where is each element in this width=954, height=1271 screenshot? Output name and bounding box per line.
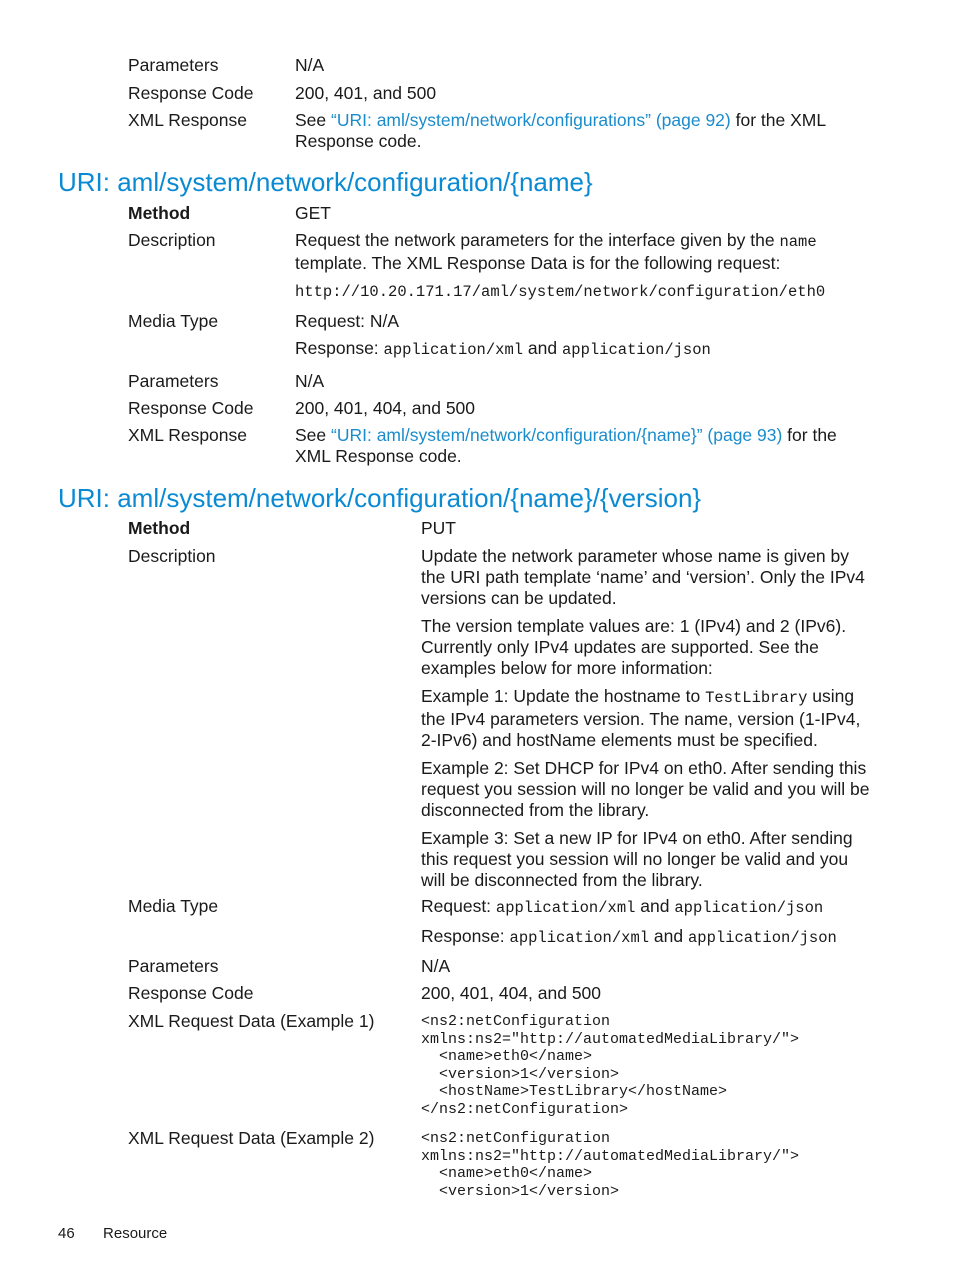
page-footer	[58, 1223, 167, 1244]
s2-example2-row	[128, 1128, 874, 1203]
name-code: name	[779, 233, 817, 251]
s1-media-response: Response: application/xml and application/json	[295, 338, 711, 359]
s2-media-label: Media Type	[128, 896, 219, 916]
s1-params-label: Parameters	[128, 371, 219, 391]
s2-media-response: Response: application/xml and application/json	[421, 926, 837, 947]
s1-media-value	[295, 311, 874, 361]
top-params-row	[128, 55, 874, 77]
top-response-row	[128, 83, 874, 105]
top-response-value: 200, 401, and 500	[295, 83, 437, 103]
s1-method-value: GET	[295, 203, 331, 223]
page-number: 46	[58, 1225, 75, 1242]
s1-method-label: Method	[128, 203, 191, 223]
s2-response-row	[128, 983, 874, 1005]
s1-method-row	[128, 203, 874, 225]
after-link-text: for the XML Response code.	[295, 110, 826, 151]
top-xml-label: XML Response	[128, 110, 247, 130]
section-heading-name: URI: aml/system/network/configuration/{name}	[58, 167, 593, 197]
s1-description-text: Request the network parameters for the interface given by the name template. The XML Response Data is for the following request:	[295, 230, 817, 273]
s2-method-label: Method	[128, 518, 191, 538]
xml-example2-code: <ns2:netConfiguration xmlns:ns2="http://automatedMediaLibrary/"> <name>eth0</name> <version>1</version>	[421, 1130, 800, 1200]
s2-params-value: N/A	[421, 956, 451, 976]
s2-example2-label: XML Request Data (Example 2)	[128, 1128, 375, 1148]
s1-media-request: Request: N/A	[295, 311, 400, 331]
footer-section-name: Resource	[103, 1225, 168, 1242]
s1-media-label: Media Type	[128, 311, 219, 331]
s2-media-request: Request: application/xml and application/json	[421, 896, 824, 917]
s2-desc-paragraph: Example 1: Update the hostname to TestLibrary using the IPv4 parameters version. The name, version (1-IPv4, 2-IPv6) and hostName elements must be specified.	[421, 686, 861, 750]
s2-example1-label: XML Request Data (Example 1)	[128, 1011, 375, 1031]
s2-params-label: Parameters	[128, 956, 219, 976]
s1-media-row	[128, 311, 874, 363]
xml-response-link[interactable]: “URI: aml/system/network/configurations” (page 92)	[331, 110, 731, 130]
s2-response-value: 200, 401, 404, and 500	[421, 983, 602, 1003]
s1-description-row	[128, 230, 874, 302]
s2-media-row	[128, 896, 874, 950]
xml-response-link[interactable]: “URI: aml/system/network/configuration/{name}” (page 93)	[331, 425, 783, 445]
xml-example1-code: <ns2:netConfiguration xmlns:ns2="http://automatedMediaLibrary/"> <name>eth0</name> <version>1</version> <hostName>TestLibrary</hostName> </ns2:netConfiguration>	[421, 1013, 800, 1118]
top-params-value: N/A	[295, 55, 325, 75]
top-params-label: Parameters	[128, 55, 219, 75]
top-xml-value	[295, 110, 874, 152]
s1-xml-value: See “URI: aml/system/network/configuration/{name}” (page 93) for the XML Response code.	[295, 425, 837, 466]
s1-description-value	[295, 230, 874, 303]
s2-desc-paragraph: Example 3: Set a new IP for IPv4 on eth0. After sending this request you session will no longer be valid and you will be disconnected from the library.	[421, 828, 853, 890]
s1-response-row	[128, 398, 874, 420]
s2-example1-row	[128, 1011, 874, 1121]
s2-params-row	[128, 956, 874, 978]
s2-desc-paragraph: Update the network parameter whose name is given by the URI path template ‘name’ and ‘version’. Only the IPv4 versions can be updated.	[421, 546, 865, 608]
s2-method-value: PUT	[421, 518, 456, 538]
s2-desc-paragraph: The version template values are: 1 (IPv4) and 2 (IPv6). Currently only IPv4 updates are supported. See the examples below for more information:	[421, 616, 847, 678]
top-response-label: Response Code	[128, 83, 254, 103]
s2-description-row	[128, 546, 874, 891]
section-heading-name-version: URI: aml/system/network/configuration/{name}/{version}	[58, 483, 702, 513]
s1-response-label: Response Code	[128, 398, 254, 418]
s1-response-value: 200, 401, 404, and 500	[295, 398, 476, 418]
s2-description-value	[421, 546, 874, 891]
top-xml-row	[128, 110, 874, 154]
s2-description-label: Description	[128, 546, 216, 566]
s1-params-row	[128, 371, 874, 393]
s2-method-row	[128, 518, 874, 540]
s2-desc-paragraph: Example 2: Set DHCP for IPv4 on eth0. After sending this request you session will no longer be valid and you will be disconnected from the library.	[421, 758, 870, 820]
s1-params-value: N/A	[295, 371, 325, 391]
s1-xml-row	[128, 425, 874, 469]
s1-description-label: Description	[128, 230, 216, 250]
s1-xml-label: XML Response	[128, 425, 247, 445]
s2-media-value	[421, 896, 874, 949]
s1-request-url: http://10.20.171.17/aml/system/network/configuration/eth0	[295, 283, 826, 301]
see-text: See	[295, 110, 331, 130]
s2-response-label: Response Code	[128, 983, 254, 1003]
testlibrary-code: TestLibrary	[705, 689, 808, 707]
